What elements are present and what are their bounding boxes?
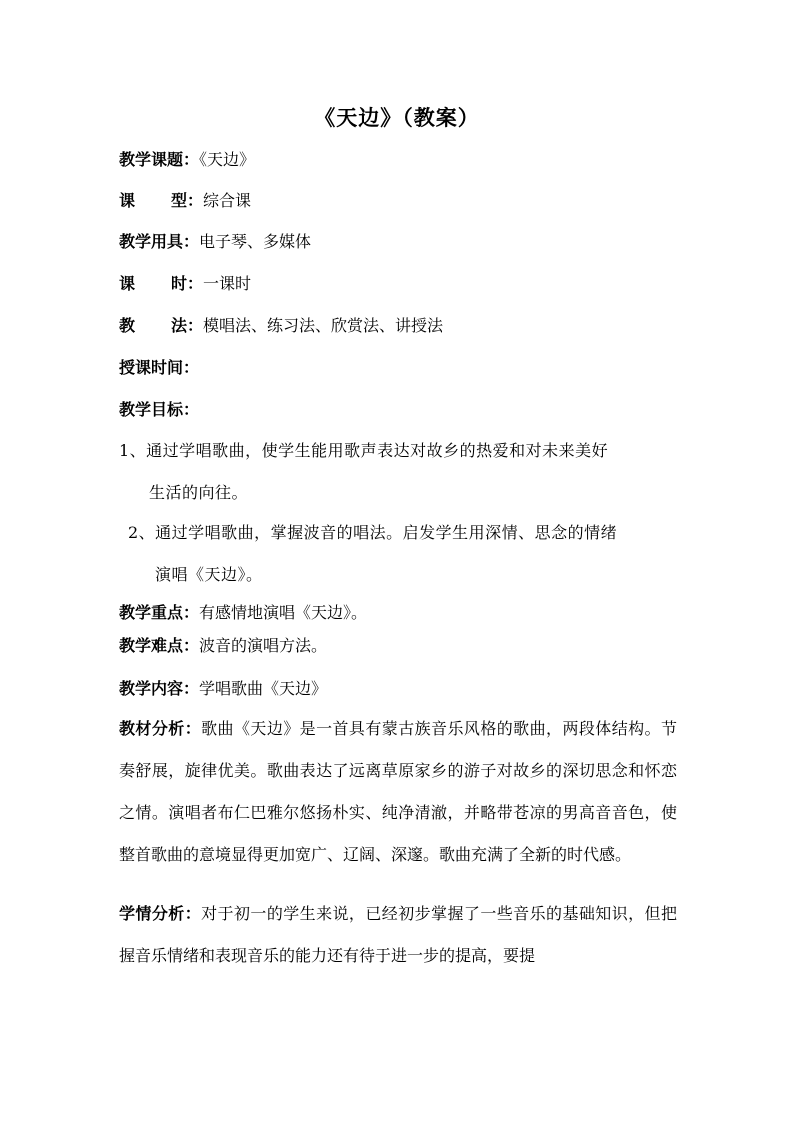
field-time xyxy=(119,356,679,380)
field-topic-value: 《天边》 xyxy=(199,150,256,169)
field-tools-label: 教学用具： xyxy=(119,232,200,251)
field-method-value: 模唱法、练习法、欣赏法、讲授法 xyxy=(203,316,444,335)
field-goals-label: 教学目标： xyxy=(119,400,200,419)
field-type-label-a: 课 xyxy=(119,191,136,210)
material-analysis-text: 歌曲《天边》是一首具有蒙古族音乐风格的歌曲，两段体结构。节奏舒展，旋律优美。歌曲表达了远离草原家乡的游子对故乡的深切思念和怀恋之情。演唱者布仁巴雅尔悠扬朴实、纯净清澈，并略带苍凉的男高音音色，使整首歌曲的意境显得更加宽广、辽阔、深邃。歌曲充满了全新的时代感。 xyxy=(119,719,677,864)
field-type-value: 综合课 xyxy=(203,191,252,210)
goal-item-1 xyxy=(119,430,679,514)
field-tools-value: 电子琴、多媒体 xyxy=(199,232,312,251)
field-difficulty xyxy=(119,634,679,658)
student-analysis-text: 对于初一的学生来说，已经初步掌握了一些音乐的基础知识，但把握音乐情绪和表现音乐的能力还有待于进一步的提高，要提 xyxy=(119,904,677,965)
goal-item-2 xyxy=(128,512,680,596)
field-hours-label-a: 课 xyxy=(119,274,136,293)
field-goals xyxy=(119,398,679,422)
field-content-value: 学唱歌曲《天边》 xyxy=(199,679,328,698)
field-difficulty-label: 教学难点： xyxy=(119,636,200,655)
student-analysis-label: 学情分析： xyxy=(119,904,202,923)
field-key-point-label: 教学重点： xyxy=(119,603,200,622)
goal-1-line2: 生活的向往。 xyxy=(149,483,249,502)
field-content-label: 教学内容： xyxy=(119,679,200,698)
field-topic xyxy=(119,148,679,172)
material-analysis-paragraph xyxy=(119,708,677,876)
field-type xyxy=(119,189,679,213)
field-method-label-a: 教 xyxy=(119,316,136,335)
field-key-point-value: 有感情地演唱《天边》。 xyxy=(199,603,368,622)
field-method xyxy=(119,314,679,338)
field-method-label-b: 法： xyxy=(171,316,204,335)
document-title: 《天边》（教案） xyxy=(314,105,480,130)
field-difficulty-value: 波音的演唱方法。 xyxy=(199,636,328,655)
field-hours xyxy=(119,272,679,296)
field-content xyxy=(119,677,679,701)
goal-2-line2: 演唱《天边》。 xyxy=(155,565,263,584)
student-analysis-paragraph xyxy=(119,893,677,977)
goal-2-line1: 2、通过学唱歌曲，掌握波音的唱法。启发学生用深情、思念的情绪 xyxy=(128,523,618,542)
goal-1-line1: 1、通过学唱歌曲，使学生能用歌声表达对故乡的热爱和对未来美好 xyxy=(119,441,609,460)
field-hours-value: 一课时 xyxy=(203,274,252,293)
material-analysis-label: 教材分析： xyxy=(119,719,202,738)
field-time-label: 授课时间： xyxy=(119,358,200,377)
field-tools xyxy=(119,230,679,254)
field-key-point xyxy=(119,601,679,625)
field-topic-label: 教学课题： xyxy=(119,150,200,169)
field-type-label-b: 型： xyxy=(171,191,204,210)
field-hours-label-b: 时： xyxy=(171,274,204,293)
